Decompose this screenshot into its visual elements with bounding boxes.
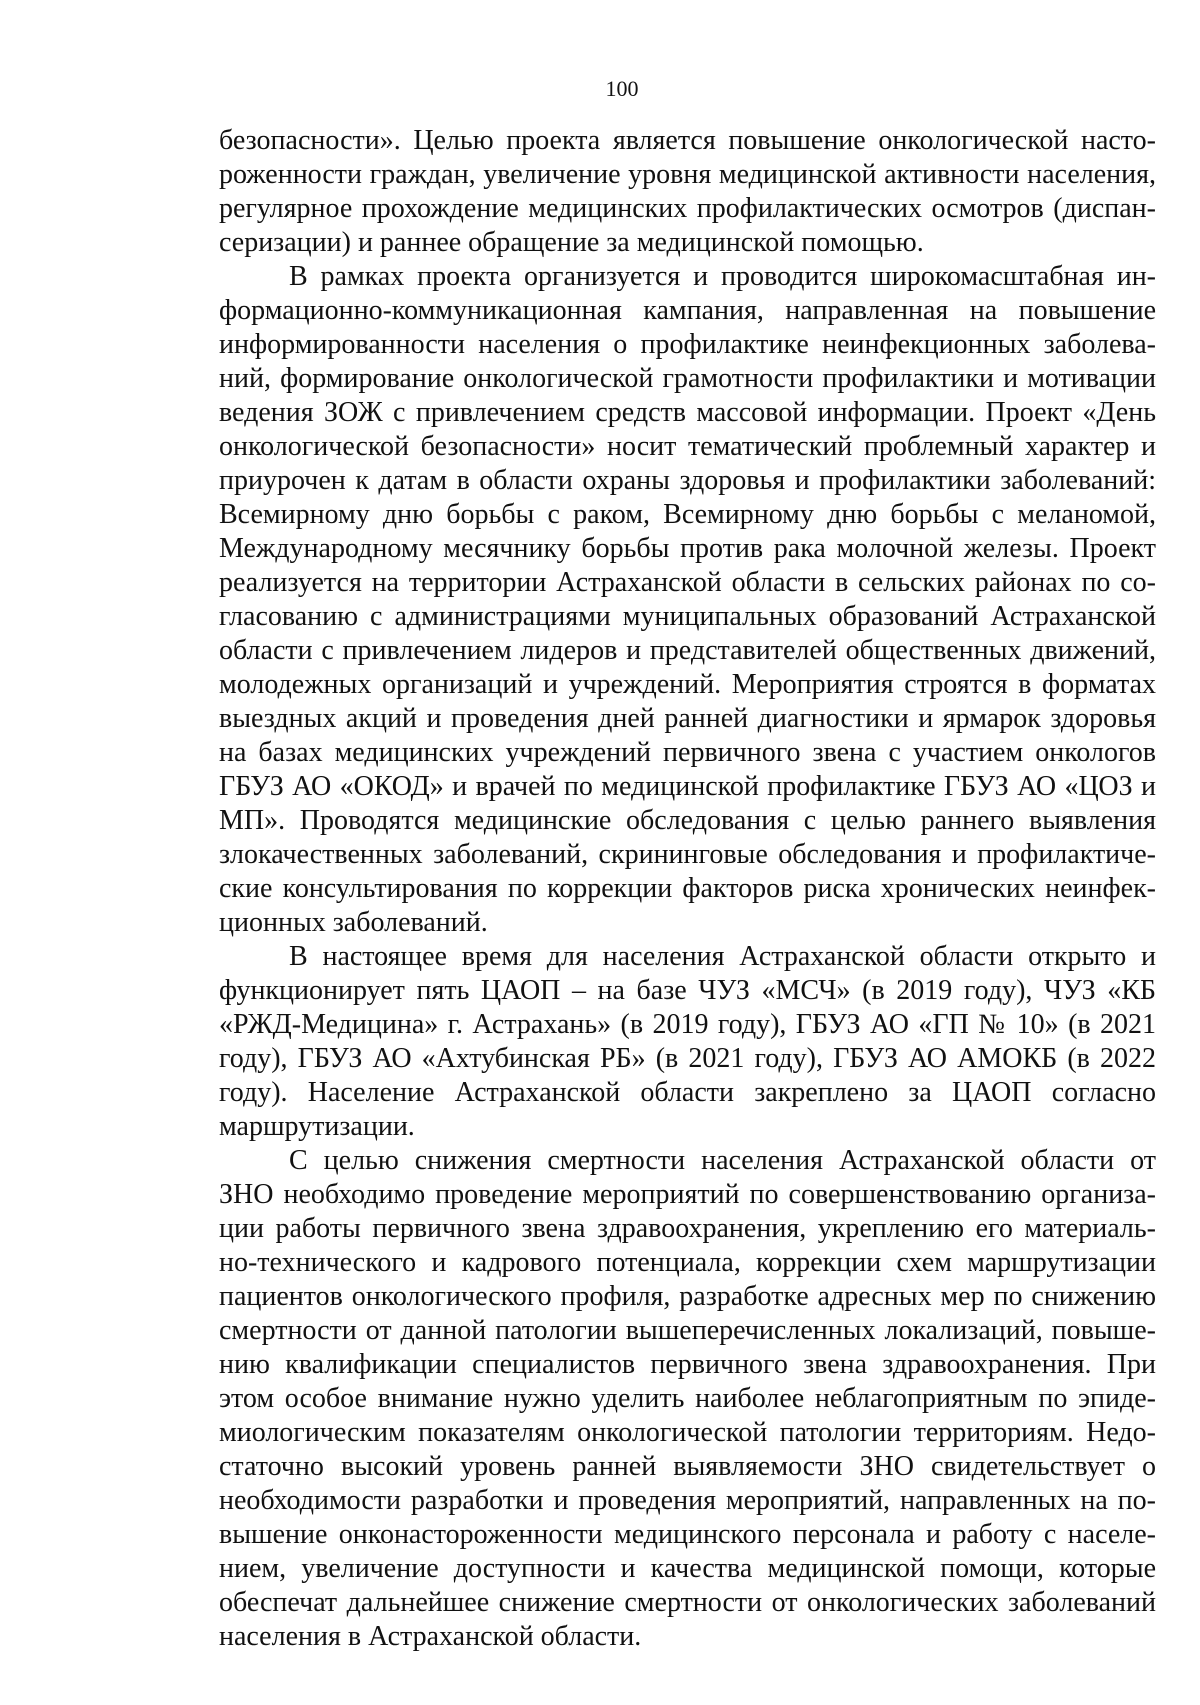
text-line: миологическим показателям онкологической патологии территориям. Недо-	[219, 1417, 1156, 1448]
text-line: гласованию с администрациями муниципальных образований Астраханской	[219, 601, 1156, 632]
text-line: молодежных организаций и учреждений. Мероприятия строятся в форматах	[219, 669, 1156, 700]
document-body	[219, 124, 1156, 1654]
text-line: году). Население Астраханской области закреплено за ЦАОП согласно	[219, 1077, 1156, 1108]
text-line: формационно-коммуникационная кампания, направленная на повышение	[219, 295, 1156, 326]
text-line: информированности населения о профилактике неинфекционных заболева-	[219, 329, 1156, 360]
text-line: роженности граждан, увеличение уровня медицинской активности населения,	[219, 159, 1156, 190]
text-line: пациентов онкологического профиля, разработке адресных мер по снижению	[219, 1281, 1156, 1312]
paragraph	[219, 940, 1156, 1144]
text-line: МП». Проводятся медицинские обследования с целью раннего выявления	[219, 805, 1156, 836]
text-line: В настоящее время для населения Астраханской области открыто и	[289, 941, 1156, 972]
text-line: маршрутизации.	[219, 1111, 415, 1142]
text-line: «РЖД-Медицина» г. Астрахань» (в 2019 году), ГБУЗ АО «ГП № 10» (в 2021	[219, 1009, 1156, 1040]
text-line: статочно высокий уровень ранней выявляемости ЗНО свидетельствует о	[219, 1451, 1156, 1482]
text-line: этом особое внимание нужно уделить наиболее неблагоприятным по эпиде-	[219, 1383, 1156, 1414]
text-line: ции работы первичного звена здравоохранения, укреплению его материаль-	[219, 1213, 1156, 1244]
text-line: смертности от данной патологии вышеперечисленных локализаций, повыше-	[219, 1315, 1156, 1346]
text-line: области с привлечением лидеров и представителей общественных движений,	[219, 635, 1156, 666]
text-line: функционирует пять ЦАОП – на базе ЧУЗ «МСЧ» (в 2019 году), ЧУЗ «КБ	[219, 975, 1156, 1006]
text-line: необходимости разработки и проведения мероприятий, направленных на по-	[219, 1485, 1156, 1516]
text-line: безопасности». Целью проекта является повышение онкологической насто-	[219, 125, 1156, 156]
text-line: ГБУЗ АО «ОКОД» и врачей по медицинской профилактике ГБУЗ АО «ЦОЗ и	[219, 771, 1156, 802]
text-line: на базах медицинских учреждений первичного звена с участием онкологов	[219, 737, 1156, 768]
text-line: ЗНО необходимо проведение мероприятий по совершенствованию организа-	[219, 1179, 1156, 1210]
paragraph	[219, 124, 1156, 260]
text-line: Всемирному дню борьбы с раком, Всемирному дню борьбы с меланомой,	[219, 499, 1156, 530]
text-line: ские консультирования по коррекции факторов риска хронических неинфек-	[219, 873, 1156, 904]
text-line: ционных заболеваний.	[219, 907, 488, 938]
text-line: ведения ЗОЖ с привлечением средств массовой информации. Проект «День	[219, 397, 1156, 428]
text-line: С целью снижения смертности населения Астраханской области от	[289, 1145, 1156, 1176]
text-line: регулярное прохождение медицинских профилактических осмотров (диспан-	[219, 193, 1156, 224]
text-line: вышение онконастороженности медицинского персонала и работу с населе-	[219, 1519, 1156, 1550]
text-line: Международному месячнику борьбы против рака молочной железы. Проект	[219, 533, 1156, 564]
page-number: 100	[605, 76, 639, 101]
text-line: злокачественных заболеваний, скрининговые обследования и профилактиче-	[219, 839, 1156, 870]
text-line: году), ГБУЗ АО «Ахтубинская РБ» (в 2021 году), ГБУЗ АО АМОКБ (в 2022	[219, 1043, 1156, 1074]
paragraph	[219, 260, 1156, 940]
text-line: серизации) и раннее обращение за медицинской помощью.	[219, 227, 924, 258]
paragraph	[219, 1144, 1156, 1654]
text-line: нием, увеличение доступности и качества медицинской помощи, которые	[219, 1553, 1156, 1584]
text-line: выездных акций и проведения дней ранней диагностики и ярмарок здоровья	[219, 703, 1156, 734]
text-line: приурочен к датам в области охраны здоровья и профилактики заболеваний:	[219, 465, 1156, 496]
text-line: ний, формирование онкологической грамотности профилактики и мотивации	[219, 363, 1156, 394]
text-line: населения в Астраханской области.	[219, 1621, 642, 1652]
text-line: нию квалификации специалистов первичного звена здравоохранения. При	[219, 1349, 1156, 1380]
text-line: но-технического и кадрового потенциала, коррекции схем маршрутизации	[219, 1247, 1156, 1278]
text-line: обеспечат дальнейшее снижение смертности от онкологических заболеваний	[219, 1587, 1156, 1618]
text-line: В рамках проекта организуется и проводится широкомасштабная ин-	[289, 261, 1156, 292]
text-line: онкологической безопасности» носит тематический проблемный характер и	[219, 431, 1156, 462]
text-line: реализуется на территории Астраханской области в сельских районах по со-	[219, 567, 1156, 598]
